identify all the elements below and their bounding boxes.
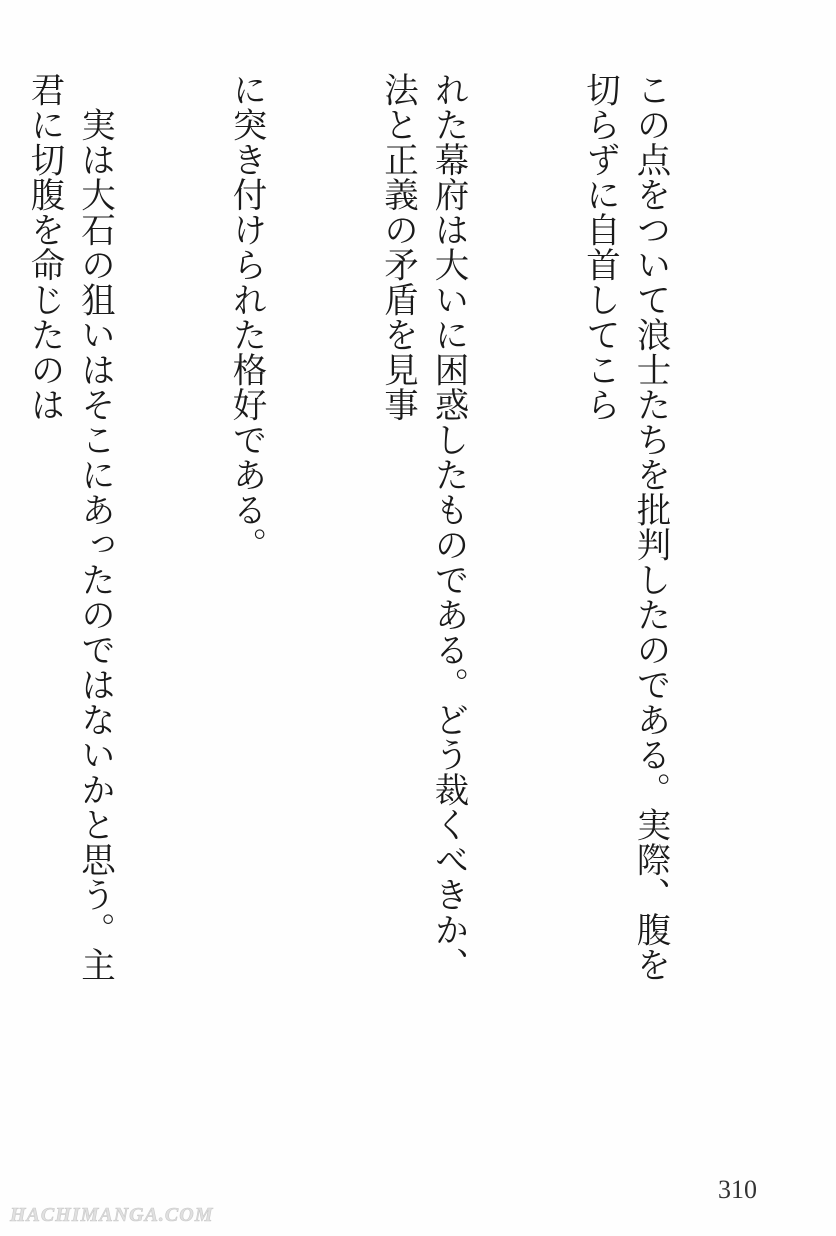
- text-line: れた幕府は大いに困惑したものである。どう裁くべきか、法と正義の矛盾を見事: [377, 72, 468, 982]
- watermark: HACHIMANGA.COM: [10, 1204, 214, 1226]
- text-line: この点をついて浪士たちを批判したのである。実際、腹を切らずに自首してこら: [579, 72, 670, 982]
- vertical-text-block: [24, 72, 776, 992]
- text-line: 実は大石の狙いはそこにあったのではないかと思う。主君に切腹を命じたのは: [24, 72, 115, 982]
- text-line: に突き付けられた格好である。: [226, 72, 266, 562]
- page-number: 310: [718, 1175, 757, 1204]
